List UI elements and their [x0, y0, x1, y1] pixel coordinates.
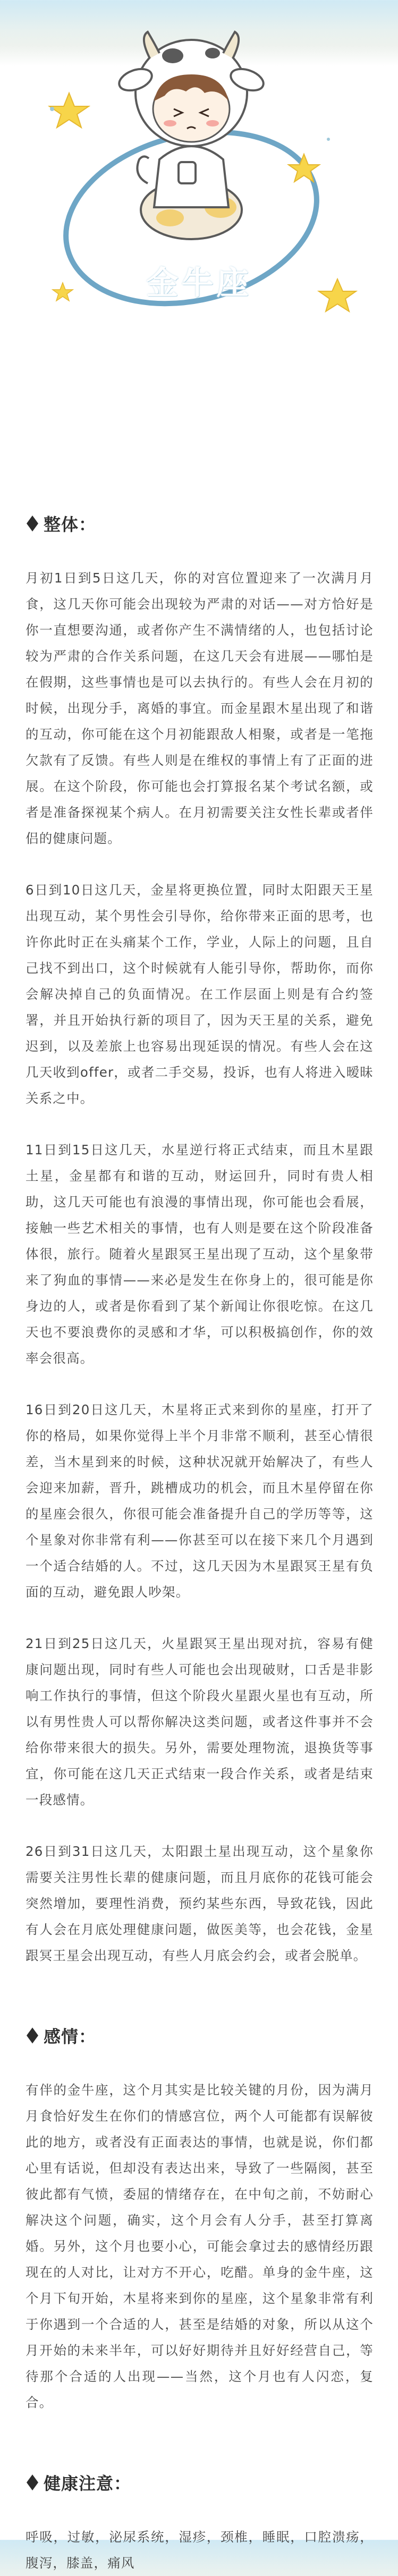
overall-paragraph-5: 21日到25日这几天，火星跟冥王星出现对抗，容易有健康问题出现，同时有些人可能也会出现破财，口舌是非影响工作执行的事情，但这个阶段火星跟火星也有互动，所以有男性贵人可以帮你解决这类问题，或者这件事并不会给你带来很大的损失。另外，需要处理物流，退换货等事宜，你可能在这几天正式结束一段合作关系，或者是结束一段感情。	[26, 1636, 374, 1808]
page-title: 金牛座	[146, 265, 252, 302]
overall-paragraph-2: 6日到10日这几天，金星将更换位置，同时太阳跟天王星出现互动，某个男性会引导你，给你带来正面的思考，也许你此时正在头痛某个工作，学业，人际上的问题，且自己找不到出口，这个时候就有人能引导你，帮助你，而你会解决掉自己的负面情况。在工作层面上则是有合约签署，并且开始执行新的项目了，因为天王星的关系，避免迟到，以及差旅上也容易出现延误的情况。有些人会在这几天收到offer，或者二手交易，投诉，也有人将进入暧昧关系之中。	[26, 882, 374, 1106]
sparkle-dot	[327, 138, 330, 141]
overall-paragraph-3: 11日到15日这几天，水星逆行将正式结束，而且木星跟土星，金星都有和谐的互动，财运回升，同时有贵人相助，这几天可能也有浪漫的事情出现，你可能也会看展，接触一些艺术相关的事情，也有人则是要在这个阶段准备体很，旅行。随着火星跟冥王星出现了互动，这个星象带来了狗血的事情——来必是发生在你身上的，很可能是你身边的人，或者是你看到了某个新闻让你很吃惊。在这几天也不要浪费你的灵感和才华，可以积极搞创作，你的效率会很高。	[26, 1142, 374, 1366]
health-paragraph-1: 呼吸，过敏，泌尿系统，湿疹，颈椎，睡眠，口腔溃疡，腹泻，膝盖，痛风	[26, 2529, 374, 2571]
article-body	[26, 508, 374, 2576]
section-heading-love	[26, 2020, 374, 2051]
hero-banner	[0, 0, 398, 372]
section-heading-overall	[26, 508, 374, 539]
section-heading-health	[26, 2467, 374, 2498]
sparkle-dot	[50, 107, 54, 111]
diamond-bullet-icon	[26, 514, 39, 533]
overall-paragraph-4: 16日到20日这几天，木星将正式来到你的星座，打开了你的格局，如果你觉得上半个月非常不顺利，甚至心情很差，当木星到来的时候，这种状况就开始解决了，有些人会迎来加薪，晋升，跳槽成功的机会，而且木星停留在你的星座会很久，你很可能会准备提升自己的学历等等，这个星象对你非常有利——你甚至可以在接下来几个月遇到一个适合结婚的人。不过，这几天因为木星跟冥王星有负面的互动，避免跟人吵架。	[26, 1402, 374, 1600]
hero-illustration	[0, 0, 398, 372]
section-heading-text: 健康注意：	[44, 2473, 132, 2494]
section-heading-text: 感情：	[44, 2026, 97, 2047]
overall-paragraph-1: 月初1日到5日这几天，你的对宫位置迎来了一次满月月食，这几天你可能会出现较为严肃的对话——对方恰好是你一直想要沟通，或者你产生不满情绪的人，也包括讨论较为严肃的合作关系问题，在这几天会有进展——哪怕是在假期，这些事情也是可以去执行的。有些人会在月初的时候，出现分手，离婚的事宜。而金星跟木星出现了和谐的互动，你可能在这个月初能跟敌人相聚，或者是一笔拖欠款有了反馈。有些人则是在维权的事情上有了正面的进展。在这个阶段，你可能也会打算报名某个考试名额，或者是准备探视某个病人。在月初需要关注女性长辈或者伴侣的健康问题。	[26, 570, 374, 846]
diamond-bullet-icon	[26, 2026, 39, 2045]
diamond-bullet-icon	[26, 2473, 39, 2491]
section-heading-text: 整体：	[44, 514, 97, 535]
overall-paragraph-6: 26日到31日这几天，太阳跟土星出现互动，这个星象你需要关注男性长辈的健康问题，而且月底你的花钱可能会突然增加，要理性消费，预约某些东西，导致花钱，因此有人会在月底处理健康问题，做医美等，也会花钱，金星跟冥王星会出现互动，有些人月底会约会，或者会脱单。	[26, 1844, 374, 1963]
love-paragraph-1: 有伴的金牛座，这个月其实是比较关键的月份，因为满月月食恰好发生在你们的情感宫位，两个人可能都有误解彼此的地方，或者没有正面表达的事情，也就是说，你们都心里有话说，但却没有表达出来，导致了一些隔阂，甚至彼此都有气愤，委屈的情绪存在，在中旬之前，不妨耐心解决这个问题，确实，这个月会有人分手，甚至打算离婚。另外，这个月也要小心，可能会拿过去的感情经历跟现在的人对比，让对方不开心，吃醋。单身的金牛座，这个月下旬开始，木星将来到你的星座，这个星象非常有利于你遇到一个合适的人，甚至是结婚的对象，所以从这个月开始的未来半年，可以好好期待并且好好经营自己，等待那个合适的人出现——当然，这个月也有人闪恋，复合。	[26, 2082, 374, 2410]
